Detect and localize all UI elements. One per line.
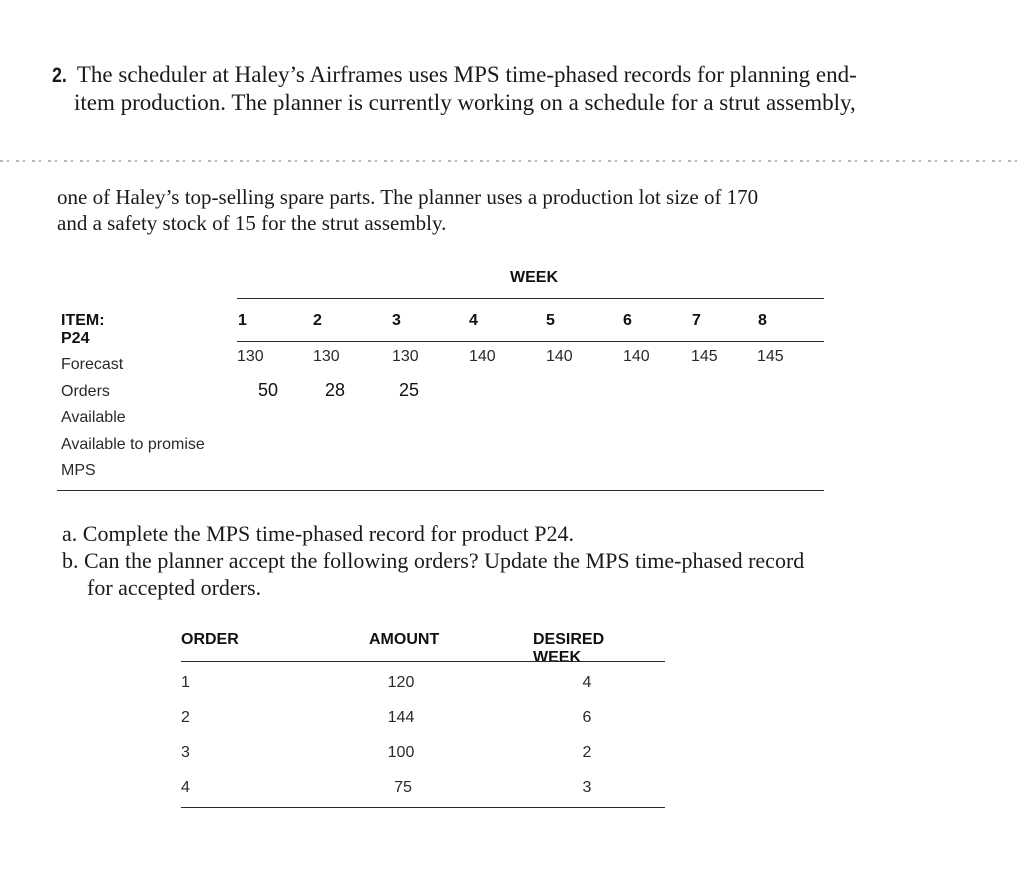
- week-7: 7: [692, 312, 701, 329]
- week-1: 1: [238, 312, 247, 329]
- question-text-line-1: The scheduler at Haley’s Airframes uses MPS time-phased records for planning end-: [76, 62, 857, 87]
- order-3-id: 3: [181, 744, 190, 761]
- forecast-week-8: 145: [757, 348, 784, 365]
- header-rule: [237, 341, 824, 342]
- part-b-line-2: for accepted orders.: [87, 575, 262, 600]
- question-line-1: [52, 61, 857, 89]
- forecast-week-5: 140: [546, 348, 573, 365]
- orders-header-amount: AMOUNT: [369, 631, 440, 648]
- row-label-orders: Orders: [61, 383, 110, 400]
- forecast-week-7: 145: [691, 348, 718, 365]
- orders-week-1: 50: [258, 380, 279, 400]
- order-2-amount: 144: [387, 709, 415, 726]
- row-label-available: Available: [61, 409, 126, 426]
- orders-week-3: 25: [399, 380, 420, 400]
- week-header: WEEK: [510, 269, 558, 286]
- order-1-amount: 120: [387, 674, 415, 691]
- table-bottom-rule: [57, 490, 824, 491]
- orders-week-2: 28: [325, 380, 346, 400]
- order-2-week: 6: [582, 709, 592, 726]
- forecast-week-3: 130: [392, 348, 419, 365]
- row-label-atp: Available to promise: [61, 436, 205, 453]
- orders-header-desired-week: DESIRED WEEK: [533, 631, 605, 666]
- week-6: 6: [623, 312, 632, 329]
- week-8: 8: [758, 312, 767, 329]
- table-top-rule: [237, 298, 824, 299]
- forecast-week-4: 140: [469, 348, 496, 365]
- row-label-forecast: Forecast: [61, 356, 124, 373]
- question-line-2: item production. The planner is currently working on a schedule for a strut assembly,: [74, 90, 856, 115]
- row-label-mps: MPS: [61, 462, 96, 479]
- order-4-week: 3: [582, 779, 592, 796]
- order-2-id: 2: [181, 709, 190, 726]
- question-number: 2.: [52, 64, 67, 87]
- order-3-week: 2: [582, 744, 592, 761]
- orders-header-order: ORDER: [181, 631, 239, 648]
- question-line-3: one of Haley’s top-selling spare parts. The planner uses a production lot size of 170: [57, 185, 759, 209]
- forecast-week-2: 130: [313, 348, 340, 365]
- item-label: ITEM: P24: [61, 312, 105, 347]
- part-a: a. Complete the MPS time-phased record for product P24.: [62, 521, 575, 546]
- order-4-amount: 75: [394, 779, 412, 796]
- page-cut-divider: [0, 160, 1024, 162]
- question-line-4: and a safety stock of 15 for the strut assembly.: [57, 211, 447, 235]
- order-4-id: 4: [181, 779, 190, 796]
- part-b-line-1: b. Can the planner accept the following orders? Update the MPS time-phased record: [62, 548, 805, 573]
- order-1-id: 1: [181, 674, 190, 691]
- forecast-week-1: 130: [237, 348, 264, 365]
- orders-bottom-rule: [181, 807, 665, 808]
- orders-header-rule: [181, 661, 665, 662]
- week-2: 2: [313, 312, 322, 329]
- order-3-amount: 100: [387, 744, 415, 761]
- order-1-week: 4: [582, 674, 592, 691]
- forecast-week-6: 140: [623, 348, 650, 365]
- week-4: 4: [469, 312, 478, 329]
- week-3: 3: [392, 312, 401, 329]
- week-5: 5: [546, 312, 555, 329]
